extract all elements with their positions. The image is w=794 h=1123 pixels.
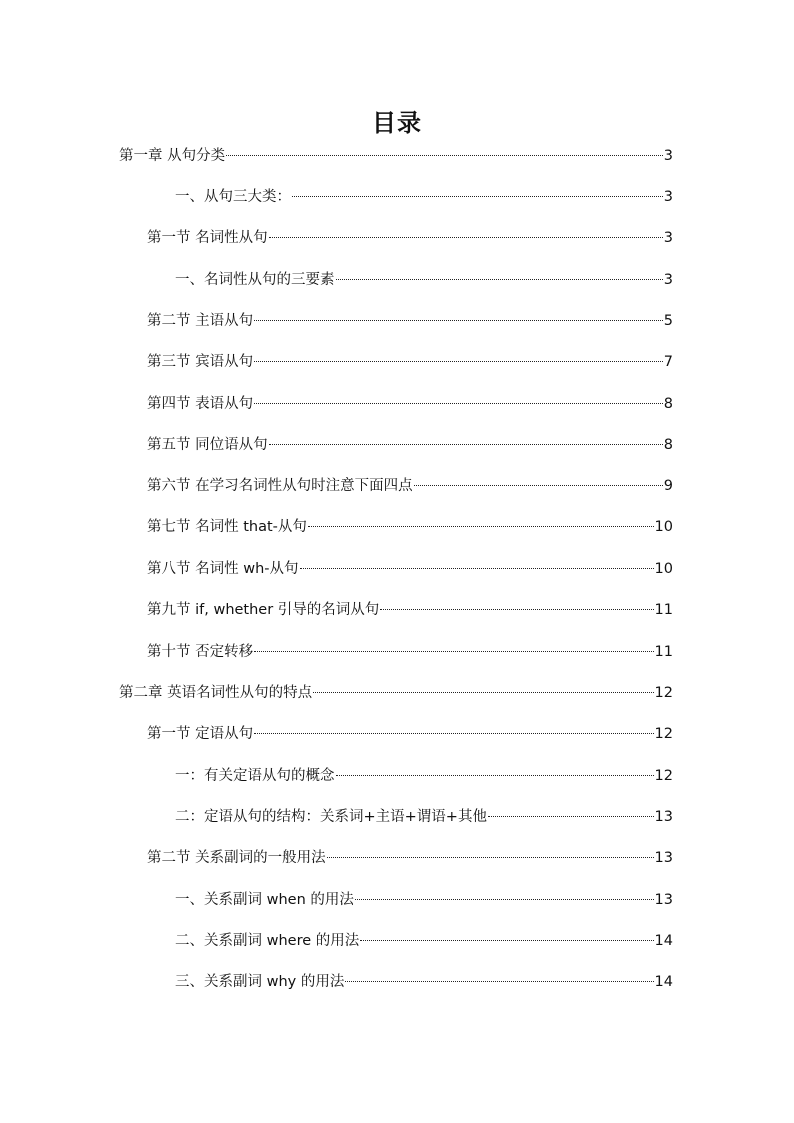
toc-page-number: 11 [654, 644, 673, 660]
toc-entry[interactable] [147, 642, 673, 662]
toc-page-number: 14 [654, 933, 673, 949]
toc-entry-label: 一、关系副词 when 的用法 [175, 892, 354, 908]
toc-page-number: 8 [663, 437, 673, 453]
toc-entry[interactable] [147, 352, 673, 372]
toc-leader [355, 899, 654, 900]
toc-entry-label: 第九节 if, whether 引导的名词从句 [147, 602, 380, 618]
toc-page-number: 13 [654, 892, 673, 908]
toc-entry[interactable] [147, 600, 673, 620]
toc-entry-label: 第六节 在学习名词性从句时注意下面四点 [147, 478, 413, 494]
toc-leader [269, 237, 663, 238]
toc-entry-label: 第一章 从句分类 [119, 148, 226, 164]
toc-entry-label: 第三节 宾语从句 [147, 354, 254, 370]
toc-page-number: 13 [654, 850, 673, 866]
toc-leader [254, 651, 653, 652]
toc-leader [254, 361, 663, 362]
toc-page-number: 11 [654, 602, 673, 618]
toc-entry[interactable] [147, 394, 673, 414]
toc-leader [360, 940, 653, 941]
toc-entry[interactable] [175, 270, 673, 290]
toc-leader [345, 981, 653, 982]
toc-leader [380, 609, 653, 610]
toc-entry-label: 第八节 名词性 wh-从句 [147, 561, 299, 577]
toc-leader [488, 816, 654, 817]
toc-leader [308, 526, 654, 527]
toc-leader [254, 403, 663, 404]
toc-page-number: 12 [654, 685, 673, 701]
toc-leader [336, 279, 663, 280]
toc-entry-label: 第一节 名词性从句 [147, 230, 268, 246]
toc-leader [327, 857, 654, 858]
toc-entry[interactable] [147, 435, 673, 455]
toc-entry-label: 二：定语从句的结构：关系词+主语+谓语+其他 [175, 809, 487, 825]
toc-page-number: 12 [654, 768, 673, 784]
toc-page-number: 3 [663, 272, 673, 288]
toc-entry[interactable] [147, 311, 673, 331]
toc-page-number: 10 [654, 561, 673, 577]
toc-entry-label: 一、名词性从句的三要素 [175, 272, 335, 288]
toc-entry[interactable] [175, 931, 673, 951]
toc-leader [269, 444, 663, 445]
toc-entry[interactable] [147, 724, 673, 744]
toc-entry[interactable] [175, 187, 673, 207]
toc-entry[interactable] [147, 559, 673, 579]
toc-page-number: 10 [654, 519, 673, 535]
toc-entry[interactable] [175, 890, 673, 910]
toc-entry-label: 第五节 同位语从句 [147, 437, 268, 453]
toc-entry[interactable] [175, 766, 673, 786]
toc-page-number: 12 [654, 726, 673, 742]
toc-page-number: 13 [654, 809, 673, 825]
toc-page-number: 5 [663, 313, 673, 329]
toc-leader [313, 692, 653, 693]
toc-entry[interactable] [147, 476, 673, 496]
toc-page-number: 7 [663, 354, 673, 370]
toc-entry-label: 第一节 定语从句 [147, 726, 254, 742]
toc-page-number: 14 [654, 974, 673, 990]
toc-entry[interactable] [147, 517, 673, 537]
toc-entry-label: 第二节 关系副词的一般用法 [147, 850, 326, 866]
toc-entry-label: 一、从句三大类： [175, 189, 291, 205]
toc-leader [254, 320, 663, 321]
toc-entry-label: 二、关系副词 where 的用法 [175, 933, 360, 949]
toc-leader [254, 733, 653, 734]
toc-leader [292, 196, 663, 197]
toc-entry-label: 三、关系副词 why 的用法 [175, 974, 345, 990]
toc-page-number: 3 [663, 148, 673, 164]
toc-page-number: 3 [663, 189, 673, 205]
toc-entry[interactable] [119, 146, 673, 166]
toc-entry[interactable] [175, 807, 673, 827]
toc-entry-label: 第七节 名词性 that-从句 [147, 519, 307, 535]
toc-entry-label: 第四节 表语从句 [147, 396, 254, 412]
toc-leader [300, 568, 654, 569]
toc-entry-label: 一：有关定语从句的概念 [175, 768, 335, 784]
toc-entry[interactable] [147, 228, 673, 248]
toc-leader [414, 485, 663, 486]
toc-entry[interactable] [147, 848, 673, 868]
toc-entry[interactable] [175, 972, 673, 992]
page-title: 目录 [372, 109, 422, 137]
toc-entry[interactable] [119, 683, 673, 703]
toc-page-number: 9 [663, 478, 673, 494]
toc-entry-label: 第二章 英语名词性从句的特点 [119, 685, 313, 701]
toc-page-number: 8 [663, 396, 673, 412]
toc-entry-label: 第十节 否定转移 [147, 644, 254, 660]
toc-entry-label: 第二节 主语从句 [147, 313, 254, 329]
toc-leader [226, 155, 663, 156]
toc-leader [336, 775, 654, 776]
toc-page-number: 3 [663, 230, 673, 246]
